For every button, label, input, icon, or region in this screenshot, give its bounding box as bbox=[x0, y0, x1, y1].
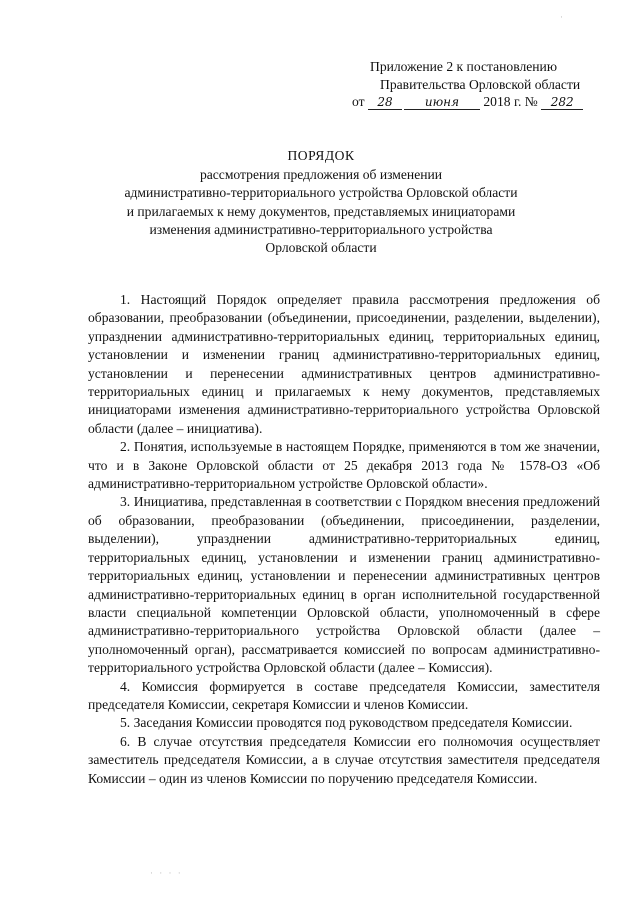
title-line: рассмотрения предложения об изменении bbox=[199, 167, 443, 183]
year-text: 2018 г. № bbox=[483, 94, 538, 109]
handwritten-day: 28 bbox=[368, 96, 402, 110]
appendix-header bbox=[340, 58, 600, 111]
appendix-line-1: Приложение 2 к постановлению bbox=[370, 59, 557, 74]
appendix-date-line bbox=[340, 93, 600, 111]
title-line: изменения административно-территориального устройства bbox=[149, 221, 493, 237]
handwritten-number: 282 bbox=[541, 96, 583, 110]
title-line: Орловской области bbox=[265, 240, 377, 256]
document-body bbox=[88, 291, 600, 788]
paragraph-5: 5. Заседания Комиссии проводятся под руководством председателя Комиссии. bbox=[120, 715, 573, 731]
document-title bbox=[86, 147, 556, 257]
paragraph-2: 2. Понятия, используемые в настоящем Порядке, применяются в том же значении, что и в Законе Орловской области от 25 декабря 2013 года № 1578-ОЗ «Об административно-территориальном устройстве Орловской области». bbox=[88, 439, 600, 492]
title-line: и прилагаемых к нему документов, представляемых инициаторами bbox=[126, 203, 516, 219]
handwritten-month: июня bbox=[404, 96, 480, 110]
scan-speckle: · · · · bbox=[150, 868, 183, 878]
paragraph-4: 4. Комиссия формируется в составе председателя Комиссии, заместителя председателя Комиссии, секретаря Комиссии и членов Комиссии. bbox=[88, 678, 600, 712]
date-prefix: от bbox=[352, 94, 365, 109]
scan-speckle: · bbox=[560, 12, 565, 22]
paragraph-6: 6. В случае отсутствия председателя Комиссии его полномочия осуществляет заместитель председателя Комиссии, а в случае отсутствия заместителя председателя Комиссии – один из членов Комиссии по поручению председателя Комиссии. bbox=[88, 733, 600, 786]
paragraph-3: 3. Инициатива, представленная в соответствии с Порядком внесения предложений об образовании, преобразовании (объединении, присоединении, разделении, выделении), упразднении административно-территориальных единиц, территориальных единиц, установлении и изменении границ административно-территориальных единиц, установлении и перенесении административных центров административно-территориальных единиц в орган исполнительной государственной власти специальной компетенции Орловской области, уполномоченный в сфере административно-территориального устройства Орловской области (далее – уполномоченный орган), рассматривается комиссией по вопросам административно-территориального устройства Орловской области (далее – Комиссия). bbox=[88, 494, 600, 676]
appendix-line-2: Правительства Орловской области bbox=[380, 76, 581, 92]
paragraph-1: 1. Настоящий Порядок определяет правила рассмотрения предложения об образовании, преобразовании (объединении, присоединении, разделении, выделении), упразднении административно-территориальных единиц, территориальных единиц, установлении и изменении границ административно-территориальных единиц, установлении и перенесении административных центров административно-территориальных единиц и прилагаемых к нему документов, представляемых инициаторами изменения административно-территориального устройства Орловской области (далее – инициатива). bbox=[88, 292, 600, 436]
title-line: административно-территориального устройства Орловской области bbox=[124, 185, 518, 201]
title-heading: ПОРЯДОК bbox=[287, 148, 355, 163]
